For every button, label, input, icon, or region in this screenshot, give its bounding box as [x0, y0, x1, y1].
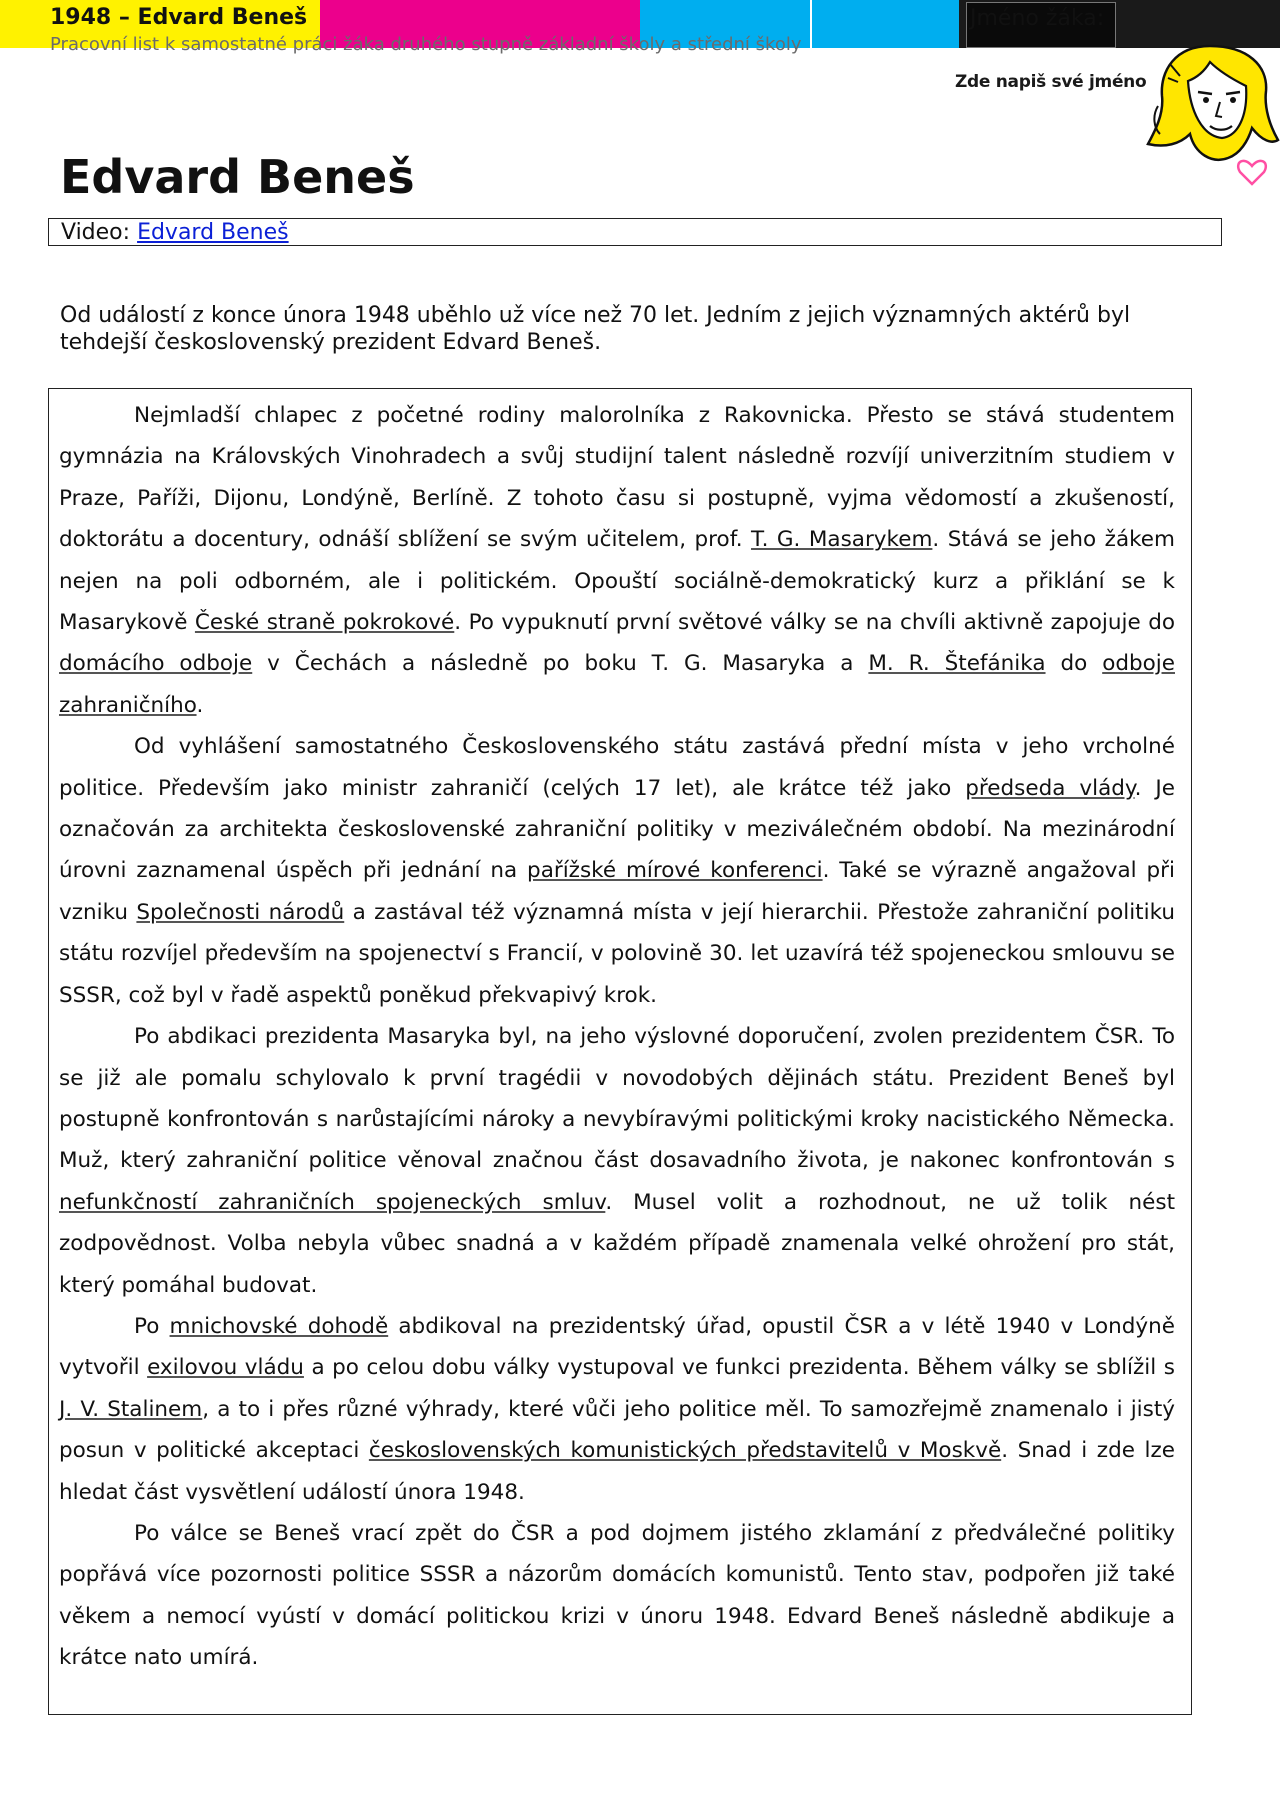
video-label: Video:: [61, 220, 131, 245]
worksheet-title: 1948 – Edvard Beneš: [50, 5, 308, 30]
link-domaci-odboj[interactable]: domácího odboje: [59, 651, 253, 677]
article-paragraph-4: Po mnichovské dohodě abdikoval na prezidentský úřad, opustil ČSR a v létě 1940 v Londýně vytvořil exilovou vládu a po celou dobu války vystupoval ve funkci prezidenta. Během války se sblížil s J. V. Stalinem, a to i přes různé výhrady, které vůči jeho politice měl. To samozřejmě znamenalo i jistý posun v politické akceptaci československých komunistických představitelů v Moskvě. Snad i zde lze hledat část vysvětlení událostí února 1948.: [59, 1313, 1176, 1505]
student-name-field[interactable]: Zde napiš své jméno: [955, 72, 1147, 92]
link-masaryk[interactable]: T. G. Masarykem: [751, 527, 933, 553]
article-text-box: [48, 388, 1192, 1715]
worksheet-subtitle: Pracovní list k samostatné práci žáka druhého stupně základní školy a střední školy: [50, 34, 802, 55]
article-paragraph-5: Po válce se Beneš vrací zpět do ČSR a pod dojmem jistého zklamání z předválečné politiky popřává více pozornosti politice SSSR a názorům domácích komunistů. Tento stav, podpořen již také věkem a nemocí vyústí v domácí politickou krizi v únoru 1948. Edvard Beneš následně abdikuje a krátce nato umírá.: [59, 1520, 1175, 1671]
link-stefanik[interactable]: M. R. Štefánika: [868, 651, 1046, 677]
link-ceska-strana-pokrokova[interactable]: České straně pokrokové: [194, 610, 455, 636]
video-box: [48, 218, 1222, 246]
link-spolecnost-narodu[interactable]: Společnosti národů: [136, 899, 345, 925]
link-komuniste-v-moskve[interactable]: československých komunistických představitelů v Moskvě: [368, 1438, 1002, 1464]
article-paragraph-2: Od vyhlášení samostatného Československého státu zastává přední místa v jeho vrcholné politice. Především jako ministr zahraničí (celých 17 let), ale krátce též jako předseda vlády. Je označován za architekta československé zahraniční politiky v meziválečném období. Na mezinárodní úrovni zaznamenal úspěch při jednání na pařížské mírové konferenci. Také se výrazně angažoval při vzniku Společnosti národů a zastával též významná místa v její hierarchii. Přestože zahraniční politiku státu rozvíjel především na spojenectví s Francií, v polovině 30. let uzavírá též spojeneckou smlouvu se SSSR, což byl v řadě aspektů poněkud překvapivý krok.: [59, 734, 1176, 1008]
page-title: Edvard Beneš: [60, 150, 415, 204]
link-zahranicni-odboj[interactable]: odboje zahraničního: [59, 651, 1175, 718]
student-name-label: Jméno žáka:: [970, 6, 1105, 31]
video-link[interactable]: Edvard Beneš: [137, 220, 289, 245]
link-parizska-mirova-konference[interactable]: pařížské mírové konferenci: [527, 858, 823, 884]
woman-portrait-with-heart-icon: [1140, 36, 1280, 191]
link-stalin[interactable]: J. V. Stalinem: [59, 1396, 203, 1422]
link-exilova-vlada[interactable]: exilovou vládu: [147, 1355, 304, 1381]
link-nefunkcnost-smluv[interactable]: nefunkčností zahraničních spojeneckých smluv: [59, 1189, 606, 1215]
header-cyan-segment-2: [812, 0, 959, 48]
link-mnichovska-dohoda[interactable]: mnichovské dohodě: [169, 1313, 389, 1339]
article-paragraph-1: Nejmladší chlapec z početné rodiny malorolníka z Rakovnicka. Přesto se stává studentem gymnázia na Královských Vinohradech a svůj studijní talent následně rozvíjí univerzitním studiem v Praze, Paříži, Dijonu, Londýně, Berlíně. Z tohoto času si postupně, vyjma vědomostí a zkušeností, doktorátu a docentury, odnáší sblížení se svým učitelem, prof. T. G. Masarykem. Stává se jeho žákem nejen na poli odborném, ale i politickém. Opouští sociálně-demokratický kurz a přiklání se k Masarykově České straně pokrokové. Po vypuknutí první světové války se na chvíli aktivně zapojuje do domácího odboje v Čechách a následně po boku T. G. Masaryka a M. R. Štefánika do odboje zahraničního.: [59, 403, 1175, 718]
intro-paragraph: Od událostí z konce února 1948 uběhlo už více než 70 let. Jedním z jejich významných aktérů byl tehdejší československý prezident Edvard Beneš.: [60, 303, 1131, 355]
link-predseda-vlady[interactable]: předseda vlády: [965, 775, 1135, 801]
article-paragraph-3: Po abdikaci prezidenta Masaryka byl, na jeho výslovné doporučení, zvolen prezidentem ČSR. To se již ale pomalu schylovalo k první tragédii v novodobých dějinách státu. Prezident Beneš byl postupně konfrontován s narůstajícími nároky a nevybíravými politickými kroky nacistického Německa. Muž, který zahraniční politice věnoval značnou část dosavadního života, je nakonec konfrontován s nefunkčností zahraničních spojeneckých smluv. Musel volit a rozhodnout, ne už tolik nést zodpovědnost. Volba nebyla vůbec snadná a v každém případě znamenala velké ohrožení pro stát, který pomáhal budovat.: [59, 1024, 1175, 1298]
